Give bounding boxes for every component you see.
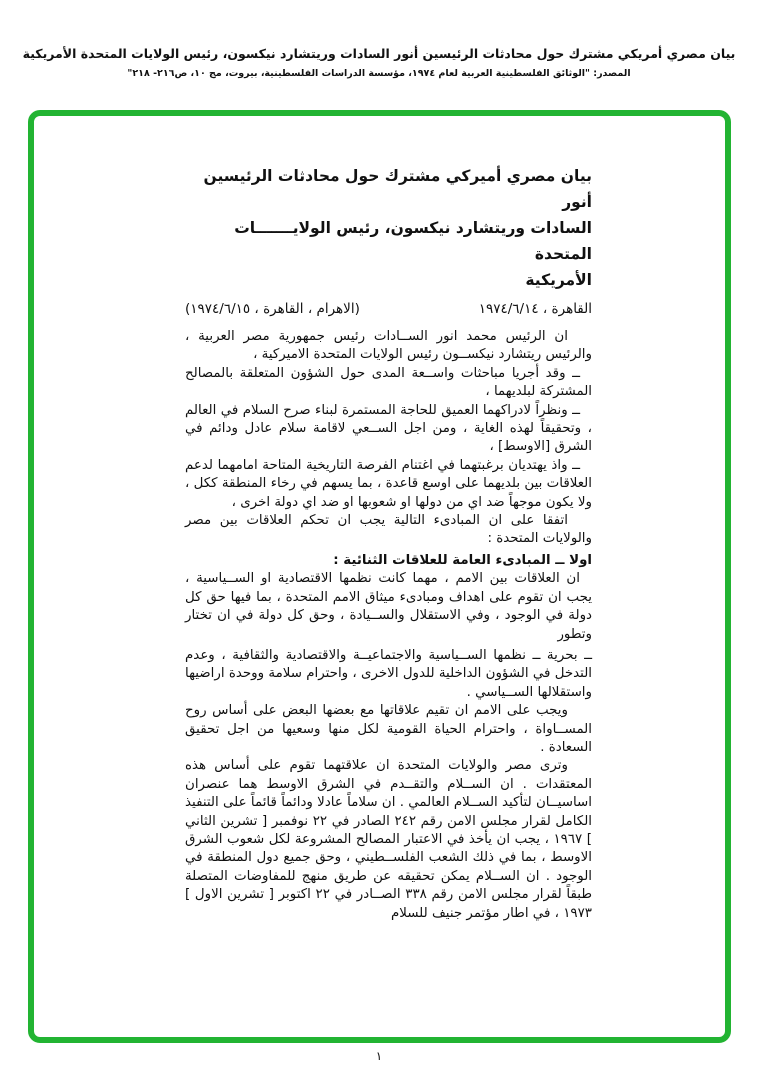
section-heading: اولا ــ المبادىء العامة للعلاقات الثنائية : [333,552,592,568]
page-title: بيان مصري أمريكي مشترك حول محادثات الرئيسين أنور السادات وريتشارد نيكسون، رئيس الولايات المتحدة الأمريكية [22,46,736,61]
paragraph: ان الرئيس محمد انور الســادات رئيس جمهورية مصر العربية ، والرئيس ريتشارد نيكســون رئيس الولايات المتحدة الاميركية ، [185,329,592,363]
paragraph: ــ وقد أجريا مباحثات واســعة المدى حول الشؤون المتعلقة بالمصالح المشتركة لبلديهما ، [185,365,592,400]
paragraph: اتفقا على ان المبادىء التالية يجب ان تحكم العلاقات بين مصر والولايات المتحدة : [185,513,592,547]
document-title-line-1: بيان مصري أميركي مشترك حول محادثات الرئيسين أنور [203,167,592,211]
dateline [185,297,592,321]
paragraph: ويجب على الامم ان تقيم علاقاتها مع بعضها البعض على أساس روح المســاواة ، واحترام الحياة القومية لكل منها وسعيها من اجل تحقيق السعادة . [185,703,592,755]
paragraph: ــ واذ يهتديان برغبتهما في اغتنام الفرصة التاريخية المتاحة امامهما لدعم العلاقات بين بلديهما على اوسع قاعدة ، بما يسهم في رخاء المنطقة ككل ، ولا يكون موجهاً ضد اي من دولها او شعوبها او ضد اي دولة اخرى ، [185,457,592,510]
paragraph: وترى مصر والولايات المتحدة ان علاقتهما تقوم على أساس هذه المعتقدات . ان الســلام والتقــدم في الشرق الاوسط هما عنصران اساسيــان لتأكيد الســلام العالمي . ان سلاماً عادلا ودائماً قائماً على التنفيذ الكامل لقرار مجلس الامن رقم ٢٤٢ الصادر في ٢٢ نوفمبر [ تشرين الثاني ] ١٩٦٧ ، يجب ان يأخذ في الاعتبار المصالح المشروعة لكل شعوب الشرق الاوسط ، بما في ذلك الشعب الفلســطيني ، وحق جميع دول المنطقة في الوجود . ان الســلام يمكن تحقيقه عن طريق منهج للمفاوضات المتصلة طبقاً لقرار مجلس الامن رقم ٣٣٨ الصــادر في ٢٢ اكتوبر [ تشرين الاول ] ١٩٧٣ ، في اطار مؤتمر جنيف للسلام [185,758,593,921]
paragraph: ان العلاقات بين الامم ، مهما كانت نظمها الاقتصادية او الســياسية ، يجب ان تقوم على اهداف ومبادىء ميثاق الامم المتحدة ، بما فيها حق كل دولة في الوجود ، وفي الاستقلال والســيادة ، وحق كل دولة في ان تختار وتطور [185,571,592,642]
paragraph: ــ ونظراً لادراكهما العميق للحاجة المستمرة لبناء صرح السلام في العالم ، وتحقيقاً لهذه الغاية ، ومن اجل الســعي لاقامة سلام عادل ودائم في الشرق [الاوسط] ، [185,402,592,455]
document-title-line-2: السادات وريتشارد نيكسون، رئيس الولايـــــــات المتحدة [234,219,592,263]
dateline-source-ref: (الاهرام ، القاهرة ، ١٩٧٤/٦/١٥) [185,301,360,317]
document-title [185,163,592,293]
document-title-line-3: الأمريكية [525,271,592,289]
document-content [185,163,592,923]
source-line: المصدر: "الوثائق الفلسطينية العربية لعام ١٩٧٤، مؤسسة الدراسات الفلسطينية، بيروت، مج ١٠، ص٢١٦- ٢١٨" [127,68,631,79]
paragraph: ــ بحرية ــ نظمها الســياسية والاجتماعيــة والاقتصادية والثقافية ، وعدم التدخل في الشؤون الداخلية للدول الاخرى ، واحترام سلامة ووحدة اراضيها واستقلالها الســياسي . [185,647,592,700]
page-header [0,46,758,79]
document-body [185,328,592,923]
dateline-place-date: القاهرة ، ١٩٧٤/٦/١٤ [478,301,592,317]
document-frame [28,110,731,1043]
page-number: ١ [375,1049,383,1063]
